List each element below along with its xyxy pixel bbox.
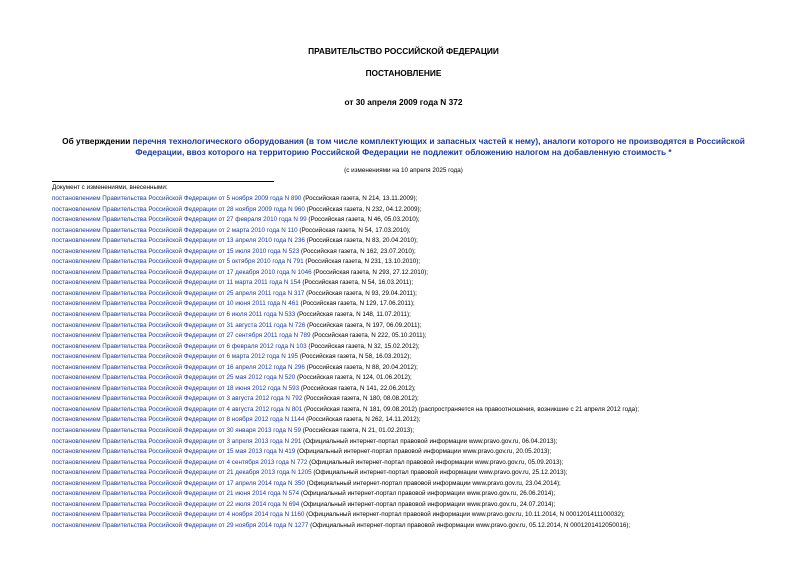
amendment-item: [52, 342, 802, 353]
amendment-item: [52, 458, 802, 469]
amendment-note: (с изменениями на 10 апреля 2025 года): [344, 167, 463, 174]
amendment-item: [52, 215, 802, 226]
document-kind-heading: ПОСТАНОВЛЕНИЕ: [365, 68, 442, 78]
amendment-link[interactable]: постановлением Правительства Российской Федерации от 21 июня 2014 года N 574: [52, 490, 300, 498]
amendment-link[interactable]: постановлением Правительства Российской Федерации от 30 января 2013 года N 59: [52, 427, 302, 435]
amendment-source: (Российская газета, N 214, 13.11.2009);: [301, 195, 418, 202]
amendment-source: (Официальный интернет-портал правовой информации www.pravo.gov.ru, 05.12.2014, N 0001201412050016);: [308, 521, 631, 529]
amendment-item: [52, 521, 802, 532]
amendment-link[interactable]: постановлением Правительства Российской Федерации от 4 сентября 2013 года N 772: [52, 458, 308, 466]
document-title: [40, 136, 767, 158]
amendment-item: [52, 268, 802, 279]
amendment-link[interactable]: постановлением Правительства Российской Федерации от 10 июня 2011 года N 461: [52, 300, 299, 308]
amendment-source: (Российская газета, N 232, 04.12.2009);: [304, 205, 422, 213]
amendment-item: [52, 437, 802, 448]
amendment-item: [52, 447, 802, 458]
amendment-source: (Официальный интернет-портал правовой информации www.pravo.gov.ru, 06.04.2013);: [301, 437, 558, 445]
amendment-item: [52, 247, 802, 258]
amendment-link[interactable]: постановлением Правительства Российской Федерации от 17 декабря 2010 года N 1046: [52, 268, 312, 276]
amendment-source: (Российская газета, N 231, 13.10.2010);: [303, 258, 421, 266]
amendment-item: [52, 363, 802, 374]
footnote-mark[interactable]: *: [666, 147, 672, 157]
amendment-item: [52, 405, 802, 416]
amendment-item: [52, 468, 802, 479]
amendment-source: (Российская газета, N 54, 17.03.2010);: [297, 226, 411, 234]
amendments-intro: Документ с изменениями, внесенными:: [52, 184, 168, 191]
amendment-source: (Официальный интернет-портал правовой информации www.pravo.gov.ru, 23.04.2014);: [304, 479, 561, 487]
amendment-item: [52, 226, 802, 237]
amendment-source: (Российская газета, N 293, 27.12.2010);: [311, 268, 429, 276]
amendment-item: [52, 352, 802, 363]
amendment-link[interactable]: постановлением Правительства Российской Федерации от 15 мая 2013 года N 419: [52, 448, 296, 456]
amendment-source: (Российская газета, N 58, 16.03.2012);: [298, 353, 412, 361]
amendment-link[interactable]: постановлением Правительства Российской Федерации от 31 августа 2011 года N 726: [52, 321, 306, 329]
separator-line: [52, 181, 274, 182]
amendment-source: (Официальный интернет-портал правовой информации www.pravo.gov.ru, 10.11.2014, N 0001201411100032);: [304, 511, 625, 519]
amendment-source: (Официальный интернет-портал правовой информации www.pravo.gov.ru, 25.12.2013);: [311, 469, 568, 477]
amendment-source: (Российская газета, N 83, 20.04.2010);: [304, 237, 418, 245]
amendment-link[interactable]: постановлением Правительства Российской Федерации от 3 августа 2012 года N 792: [52, 395, 303, 403]
amendment-link[interactable]: постановлением Правительства Российской Федерации от 3 апреля 2013 года N 291: [52, 437, 302, 445]
amendment-link[interactable]: постановлением Правительства Российской Федерации от 4 ноября 2014 года N 1160: [52, 511, 305, 519]
amendment-source: (Российская газета, N 124, 01.06.2012);: [295, 374, 412, 382]
amendment-source: (Российская газета, N 46, 05.03.2010);: [306, 216, 420, 224]
amendment-source: (Российская газета, N 21, 01.02.2013);: [301, 427, 415, 435]
amendment-item: [52, 489, 802, 500]
amendment-source: (Российская газета, N 162, 23.07.2010);: [299, 247, 416, 255]
amendment-link[interactable]: постановлением Правительства Российской Федерации от 27 сентября 2011 года N 789: [52, 332, 311, 340]
amendment-link[interactable]: постановлением Правительства Российской Федерации от 5 октября 2010 года N 791: [52, 258, 304, 266]
title-prefix: Об утверждении: [62, 136, 133, 146]
amendment-item: [52, 394, 802, 405]
amendment-link[interactable]: постановлением Правительства Российской Федерации от 25 апреля 2011 года N 317: [52, 289, 305, 297]
amendment-source: (Официальный интернет-портал правовой информации www.pravo.gov.ru, 24.07.2014);: [299, 500, 556, 508]
amendment-link[interactable]: постановлением Правительства Российской Федерации от 4 августа 2012 года N 801: [52, 405, 303, 413]
amendment-source: (Официальный интернет-портал правовой информации www.pravo.gov.ru, 26.06.2014);: [299, 490, 556, 498]
amendment-link[interactable]: постановлением Правительства Российской Федерации от 25 мая 2012 года N 520: [52, 374, 296, 382]
amendment-source: (Официальный интернет-портал правовой информации www.pravo.gov.ru, 05.09.2013);: [307, 458, 564, 466]
amendment-link[interactable]: постановлением Правительства Российской Федерации от 29 ноября 2014 года N 1277: [52, 521, 309, 529]
amendment-item: [52, 373, 802, 384]
amendment-link[interactable]: постановлением Правительства Российской Федерации от 5 ноября 2009 года N 890: [52, 195, 302, 202]
amendment-link[interactable]: постановлением Правительства Российской Федерации от 15 июля 2010 года N 523: [52, 247, 300, 255]
amendment-link[interactable]: постановлением Правительства Российской Федерации от 28 ноября 2009 года N 960: [52, 205, 305, 213]
amendment-source: (Российская газета, N 180, 08.08.2012);: [302, 395, 419, 403]
amendment-item: [52, 205, 802, 216]
amendment-item: [52, 194, 802, 205]
amendment-source: (Российская газета, N 181, 09.08.2012) (распространяется на правоотношения, возникшие с 21 апреля 2012 года);: [302, 405, 639, 413]
amendment-link[interactable]: постановлением Правительства Российской Федерации от 6 февраля 2012 года N 103: [52, 342, 307, 350]
amendment-source: (Официальный интернет-портал правовой информации www.pravo.gov.ru, 20.05.2013);: [295, 448, 552, 456]
amendment-item: [52, 310, 802, 321]
amendment-link[interactable]: постановлением Правительства Российской Федерации от 27 февраля 2010 года N 99: [52, 216, 307, 224]
amendment-source: (Российская газета, N 262, 14.11.2012);: [304, 416, 421, 424]
amendment-item: [52, 479, 802, 490]
amendment-link[interactable]: постановлением Правительства Российской Федерации от 17 апреля 2014 года N 350: [52, 479, 305, 487]
amendment-source: (Российская газета, N 88, 20.04.2012);: [304, 363, 418, 371]
amendment-item: [52, 415, 802, 426]
amendment-source: (Российская газета, N 93, 29.04.2011);: [304, 289, 417, 297]
amendment-item: [52, 331, 802, 342]
amendment-link[interactable]: постановлением Правительства Российской Федерации от 2 марта 2010 года N 110: [52, 226, 298, 234]
amendment-item: [52, 278, 802, 289]
government-heading: ПРАВИТЕЛЬСТВО РОССИЙСКОЙ ФЕДЕРАЦИИ: [308, 46, 499, 56]
amendment-source: (Российская газета, N 54, 16.03.2011);: [300, 279, 414, 287]
amendment-source: (Российская газета, N 141, 22.06.2012);: [299, 384, 416, 392]
amendment-link[interactable]: постановлением Правительства Российской Федерации от 16 апреля 2012 года N 296: [52, 363, 305, 371]
amendment-link[interactable]: постановлением Правительства Российской Федерации от 11 марта 2011 года N 154: [52, 279, 301, 287]
amendment-source: (Российская газета, N 148, 11.07.2011);: [295, 311, 411, 319]
amendment-source: (Российская газета, N 197, 06.09.2011);: [305, 321, 422, 329]
amendment-link[interactable]: постановлением Правительства Российской Федерации от 8 ноября 2012 года N 1144: [52, 416, 305, 424]
amendment-item: [52, 299, 802, 310]
amendment-item: [52, 510, 802, 521]
amendment-item: [52, 289, 802, 300]
amendment-source: (Российская газета, N 129, 17.06.2011);: [298, 300, 415, 308]
amendment-link[interactable]: постановлением Правительства Российской Федерации от 6 марта 2012 года N 195: [52, 353, 299, 361]
amendment-link[interactable]: постановлением Правительства Российской Федерации от 22 июля 2014 года N 694: [52, 500, 300, 508]
title-link[interactable]: перечня технологического оборудования (в том числе комплектующих и запасных частей к нему), аналоги которого не производятся в Российской Федерации, ввоз которого на территорию Российской Федерации не подлежит обложению налогом на добавленную стоимость: [132, 136, 745, 157]
amendment-item: [52, 384, 802, 395]
amendments-list: [52, 194, 802, 532]
amendment-item: [52, 426, 802, 437]
date-number-heading: от 30 апреля 2009 года N 372: [344, 97, 463, 107]
amendment-source: (Российская газета, N 222, 05.10.2011);: [310, 332, 427, 340]
amendment-link[interactable]: постановлением Правительства Российской Федерации от 18 июня 2012 года N 593: [52, 384, 300, 392]
amendment-item: [52, 257, 802, 268]
amendment-link[interactable]: постановлением Правительства Российской Федерации от 21 декабря 2013 года N 1205: [52, 469, 312, 477]
amendment-link[interactable]: постановлением Правительства Российской Федерации от 6 июля 2011 года N 533: [52, 311, 296, 319]
amendment-item: [52, 236, 802, 247]
amendment-link[interactable]: постановлением Правительства Российской Федерации от 13 апреля 2010 года N 236: [52, 237, 305, 245]
amendment-source: (Российская газета, N 32, 15.02.2012);: [306, 342, 420, 350]
amendment-item: [52, 321, 802, 332]
amendment-item: [52, 500, 802, 511]
